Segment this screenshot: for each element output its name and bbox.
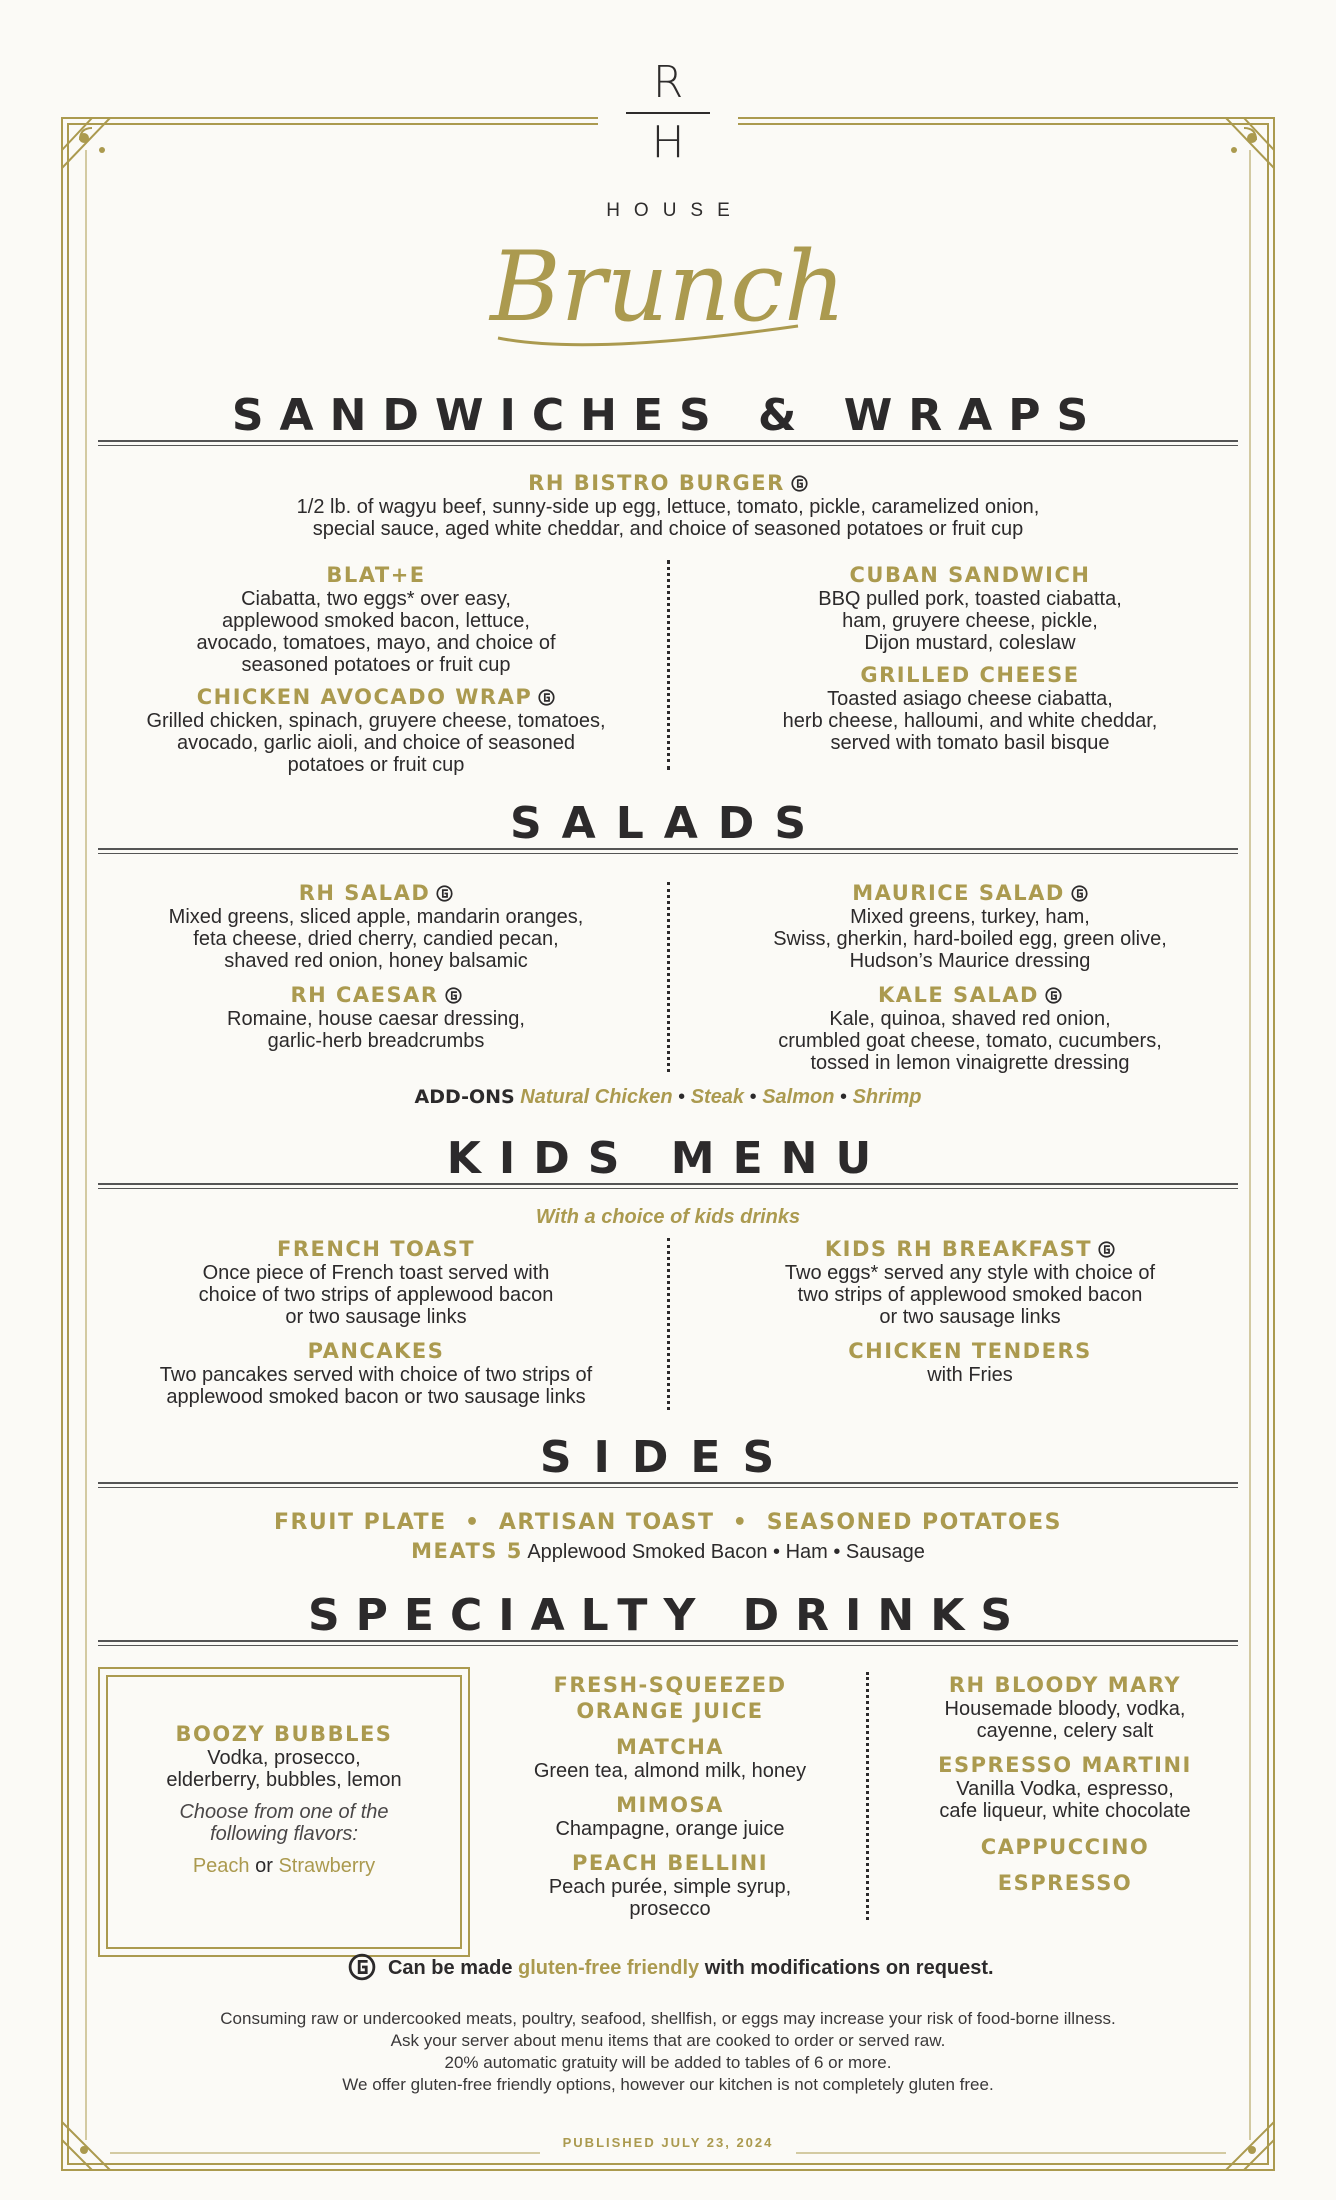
item-name: CAPPUCCINO (980, 1835, 1150, 1859)
gluten-free-icon (445, 987, 462, 1004)
gluten-free-icon (791, 475, 808, 492)
section-title-sides: SIDES (539, 1432, 797, 1483)
gluten-free-icon (1071, 885, 1088, 902)
section-rule (98, 848, 1238, 854)
section-title-drinks: SPECIALTY DRINKS (307, 1590, 1029, 1641)
gluten-free-icon (348, 1953, 376, 1981)
disclaimer (96, 2008, 1240, 2096)
house-label: HOUSE (606, 200, 744, 221)
side-separator: • (732, 1510, 749, 1535)
item-name: MATCHA (615, 1735, 725, 1759)
menu-item-mimosa (480, 1792, 860, 1840)
brunch-script-text: Brunch (490, 231, 846, 343)
gf-note-post: with modifications on request. (704, 1957, 994, 1979)
item-desc-1: Romaine, house caesar dressing, (227, 1008, 525, 1030)
item-name: CUBAN SANDWICH (849, 563, 1091, 587)
item-desc-2: special sauce, aged white cheddar, and choice of seasoned potatoes or fruit cup (312, 518, 1024, 540)
item-name: CHICKEN TENDERS (848, 1339, 1092, 1363)
logo-letter-r: R (652, 57, 684, 108)
item-desc-3: served with tomato basil bisque (830, 732, 1110, 754)
section-title-salads: SALADS (509, 798, 827, 849)
item-name: RH BISTRO BURGER (528, 471, 785, 495)
item-desc-1: Kale, quinoa, shaved red onion, (829, 1008, 1111, 1030)
column-divider (667, 560, 670, 770)
published-date: PUBLISHED JULY 23, 2024 (540, 2135, 796, 2150)
item-desc-2: garlic-herb breadcrumbs (267, 1030, 485, 1052)
item-desc-1: with Fries (927, 1364, 1013, 1386)
item-desc-1: 1/2 lb. of wagyu beef, sunny-side up egg, lettuce, tomato, pickle, caramelized onion, (296, 496, 1040, 518)
menu-item-kale-salad (690, 982, 1250, 1074)
item-desc-3: shaved red onion, honey balsamic (224, 950, 528, 972)
item-name: MIMOSA (616, 1793, 724, 1817)
item-name: KALE SALAD (877, 983, 1039, 1007)
item-desc-1: Vanilla Vodka, espresso, (956, 1778, 1174, 1800)
item-name: ESPRESSO (997, 1871, 1133, 1895)
kids-drinks-note: With a choice of kids drinks (535, 1206, 801, 1228)
disclaimer-line-1: Consuming raw or undercooked meats, poultry, seafood, shellfish, or eggs may increase your risk of food-borne illness. (220, 2009, 1116, 2028)
addon-chicken: Natural Chicken (520, 1086, 673, 1108)
item-desc-2: cafe liqueur, white chocolate (939, 1800, 1191, 1822)
boozy-bubbles-box (98, 1667, 470, 1957)
section-title-kids: KIDS MENU (446, 1133, 890, 1184)
flavor-strawberry: Strawberry (278, 1855, 376, 1877)
disclaimer-line-2: Ask your server about menu items that are cooked to order or served raw. (390, 2031, 946, 2050)
menu-item-peach-bellini (480, 1850, 860, 1920)
item-name: RH CAESAR (290, 983, 439, 1007)
menu-item-orange-juice (480, 1672, 860, 1724)
addon-separator: • (749, 1086, 757, 1108)
item-desc-3: potatoes or fruit cup (287, 754, 465, 776)
item-desc-1: Two pancakes served with choice of two strips of (159, 1364, 593, 1386)
side-meats-list: Applewood Smoked Bacon • Ham • Sausage (527, 1541, 925, 1563)
item-desc-2: applewood smoked bacon or two sausage links (166, 1386, 586, 1408)
section-rule (98, 440, 1238, 446)
item-name: CHICKEN AVOCADO WRAP (196, 685, 533, 709)
side-seasoned-potatoes: SEASONED POTATOES (766, 1510, 1063, 1535)
section-rule (98, 1183, 1238, 1189)
item-name: RH BLOODY MARY (948, 1673, 1182, 1697)
item-desc-3: or two sausage links (285, 1306, 467, 1328)
item-name: GRILLED CHEESE (860, 663, 1080, 687)
logo-letter-h: H (651, 117, 685, 168)
addon-shrimp: Shrimp (852, 1086, 922, 1108)
menu-item-kids-rh-breakfast (690, 1236, 1250, 1328)
item-name: MAURICE SALAD (852, 881, 1065, 905)
side-fruit-plate: FRUIT PLATE (273, 1510, 447, 1535)
gf-note-pre: Can be made (387, 1957, 513, 1979)
menu-item-blate (96, 562, 656, 676)
menu-item-espresso (880, 1870, 1250, 1896)
logo-divider (626, 112, 710, 114)
item-desc-2: feta cheese, dried cherry, candied pecan, (193, 928, 559, 950)
menu-item-pancakes (96, 1338, 656, 1408)
addon-separator: • (678, 1086, 686, 1108)
addon-salmon: Salmon (762, 1086, 835, 1108)
menu-item-espresso-martini (880, 1752, 1250, 1822)
item-desc-2: Swiss, gherkin, hard-boiled egg, green olive, (773, 928, 1167, 950)
item-desc-1: Two eggs* served any style with choice of (784, 1262, 1156, 1284)
item-desc-3: avocado, tomatoes, mayo, and choice of (196, 632, 556, 654)
item-name: ESPRESSO MARTINI (938, 1753, 1192, 1777)
item-desc-1: Peach purée, simple syrup, (548, 1876, 792, 1898)
menu-item-maurice-salad (690, 880, 1250, 972)
menu-item-bistro-burger (120, 470, 1216, 540)
menu-item-cappuccino (880, 1834, 1250, 1860)
menu-item-matcha (480, 1734, 860, 1782)
menu-item-rh-caesar (96, 982, 656, 1052)
flavor-choose-2: following flavors: (210, 1823, 358, 1845)
salad-addons (96, 1086, 1240, 1109)
item-desc-2: cayenne, celery salt (976, 1720, 1154, 1742)
brunch-script-title (468, 228, 868, 358)
menu-item-chicken-tenders (690, 1338, 1250, 1386)
item-name: PEACH BELLINI (571, 1851, 769, 1875)
gluten-free-note (96, 1953, 1240, 1981)
menu-item-bloody-mary (880, 1672, 1250, 1742)
flavor-peach: Peach (192, 1855, 250, 1877)
menu-item-cuban (690, 562, 1250, 654)
section-rule (98, 1640, 1238, 1646)
item-desc-1: Ciabatta, two eggs* over easy, (241, 588, 511, 610)
item-desc-2: two strips of applewood smoked bacon (797, 1284, 1143, 1306)
item-desc-1: BBQ pulled pork, toasted ciabatta, (818, 588, 1122, 610)
item-desc-3: Hudson’s Maurice dressing (849, 950, 1091, 972)
item-desc-2: avocado, garlic aioli, and choice of seasoned (176, 732, 576, 754)
item-desc-2: ham, gruyere cheese, pickle, (842, 610, 1098, 632)
item-desc-2: herb cheese, halloumi, and white cheddar, (782, 710, 1158, 732)
item-name: KIDS RH BREAKFAST (824, 1237, 1093, 1261)
flavor-choose-1: Choose from one of the (179, 1801, 389, 1823)
section-title-sandwiches: SANDWICHES & WRAPS (231, 390, 1105, 441)
addon-steak: Steak (690, 1086, 745, 1108)
item-desc-3: Dijon mustard, coleslaw (864, 632, 1076, 654)
item-desc-1: Housemade bloody, vodka, (944, 1698, 1186, 1720)
item-desc-1: Champagne, orange juice (555, 1818, 785, 1840)
item-name: BOOZY BUBBLES (175, 1722, 393, 1746)
item-name-1: FRESH-SQUEEZED (553, 1673, 787, 1697)
menu-item-boozy-bubbles (100, 1721, 468, 1877)
item-desc-1: Grilled chicken, spinach, gruyere cheese, tomatoes, (146, 710, 606, 732)
item-desc-3: tossed in lemon vinaigrette dressing (810, 1052, 1130, 1074)
menu-item-grilled-cheese (690, 662, 1250, 754)
item-desc-1: Once piece of French toast served with (202, 1262, 550, 1284)
gluten-free-icon (436, 885, 453, 902)
gluten-free-icon (1045, 987, 1062, 1004)
item-desc-1: Green tea, almond milk, honey (533, 1760, 807, 1782)
item-desc-1: Mixed greens, sliced apple, mandarin oranges, (168, 906, 584, 928)
sides-list (96, 1510, 1240, 1564)
item-desc-2: prosecco (629, 1898, 711, 1920)
addon-separator: • (840, 1086, 848, 1108)
side-separator: • (464, 1510, 481, 1535)
addons-label: ADD-ONS (414, 1086, 515, 1108)
column-divider (866, 1672, 869, 1920)
item-name: FRENCH TOAST (276, 1237, 476, 1261)
item-desc-3: or two sausage links (879, 1306, 1061, 1328)
item-name-2: ORANGE JUICE (576, 1699, 764, 1723)
disclaimer-line-4: We offer gluten-free friendly options, however our kitchen is not completely gluten free. (342, 2075, 994, 2094)
flavor-or: or (255, 1855, 273, 1877)
column-divider (667, 882, 670, 1072)
side-artisan-toast: ARTISAN TOAST (498, 1510, 715, 1535)
rh-logo (618, 55, 718, 170)
gluten-free-icon (538, 689, 555, 706)
item-desc-2: choice of two strips of applewood bacon (198, 1284, 554, 1306)
item-name: PANCAKES (307, 1339, 445, 1363)
section-rule (98, 1482, 1238, 1488)
gf-note-highlight: gluten-free friendly (518, 1957, 700, 1979)
item-desc-2: elderberry, bubbles, lemon (166, 1769, 402, 1791)
menu-item-rh-salad (96, 880, 656, 972)
item-desc-1: Mixed greens, turkey, ham, (850, 906, 1090, 928)
item-desc-1: Toasted asiago cheese ciabatta, (827, 688, 1113, 710)
item-desc-4: seasoned potatoes or fruit cup (241, 654, 511, 676)
item-name: BLAT+E (326, 563, 426, 587)
menu-item-chicken-avocado-wrap (96, 684, 656, 776)
gluten-free-icon (1098, 1241, 1115, 1258)
side-meats-label: MEATS 5 (411, 1539, 523, 1563)
item-desc-1: Vodka, prosecco, (207, 1747, 361, 1769)
column-divider (667, 1238, 670, 1410)
menu-item-french-toast (96, 1236, 656, 1328)
item-desc-2: applewood smoked bacon, lettuce, (222, 610, 530, 632)
item-name: RH SALAD (298, 881, 431, 905)
disclaimer-line-3: 20% automatic gratuity will be added to tables of 6 or more. (444, 2053, 892, 2072)
item-desc-2: crumbled goat cheese, tomato, cucumbers, (778, 1030, 1162, 1052)
